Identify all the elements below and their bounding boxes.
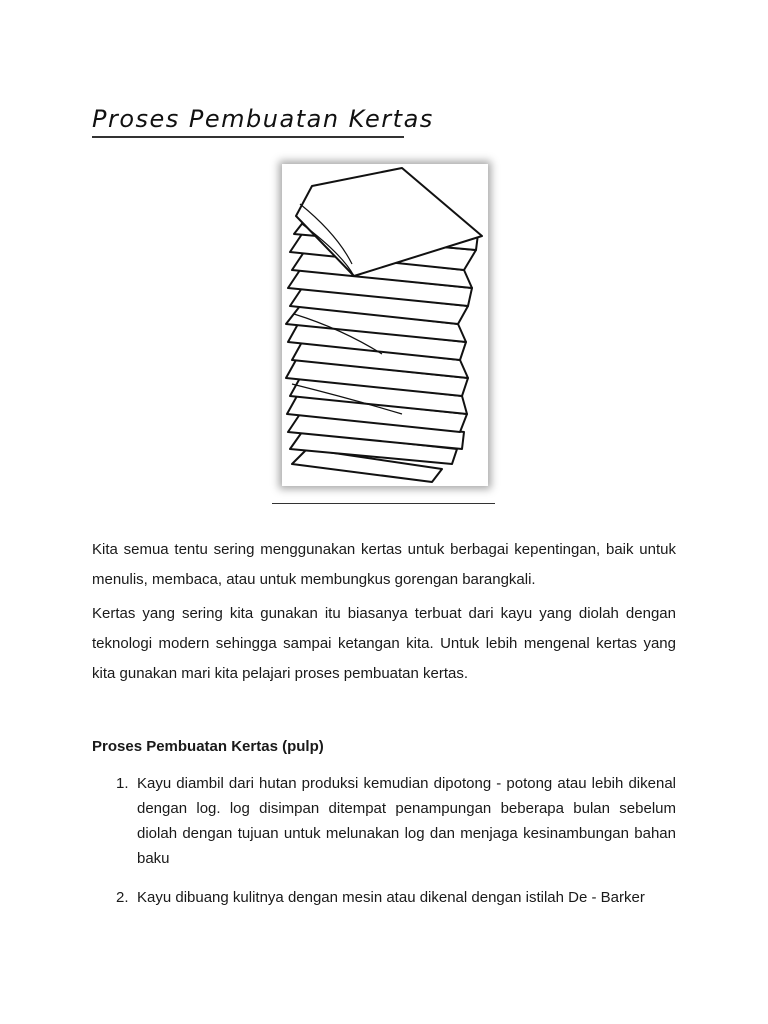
- section-heading: Proses Pembuatan Kertas (pulp): [92, 738, 324, 755]
- intro-paragraph: Kita semua tentu sering menggunakan kertas untuk berbagai kepentingan, baik untuk menulis, membaca, atau untuk membungkus gorengan barangkali.: [92, 541, 676, 588]
- paper-stack-icon: [282, 164, 488, 486]
- context-paragraph: Kertas yang sering kita gunakan itu biasanya terbuat dari kayu yang diolah dengan teknologi modern sehingga sampai ketangan kita. Untuk lebih mengenal kertas yang kita gunakan mari kita pelajari proses pembuatan kertas.: [92, 605, 676, 682]
- steps-list: [92, 771, 676, 871]
- steps-list-continued: [92, 885, 676, 910]
- list-item-text: Kayu dibuang kulitnya dengan mesin atau dikenal dengan istilah De - Barker: [137, 889, 645, 906]
- paper-stack-figure: [282, 164, 488, 486]
- document-title: Proses Pembuatan Kertas: [92, 104, 404, 138]
- list-item: [92, 771, 676, 871]
- list-item: [92, 885, 676, 910]
- list-item-number: 1.: [116, 775, 129, 792]
- list-item-number: 2.: [116, 889, 129, 906]
- figure-caption-line: [272, 503, 495, 504]
- list-item-text: Kayu diambil dari hutan produksi kemudian dipotong - potong atau lebih dikenal dengan log. log disimpan ditempat penampungan beberapa bulan sebelum diolah dengan tujuan untuk melunakan log dan menjaga kesinambungan bahan baku: [137, 775, 676, 867]
